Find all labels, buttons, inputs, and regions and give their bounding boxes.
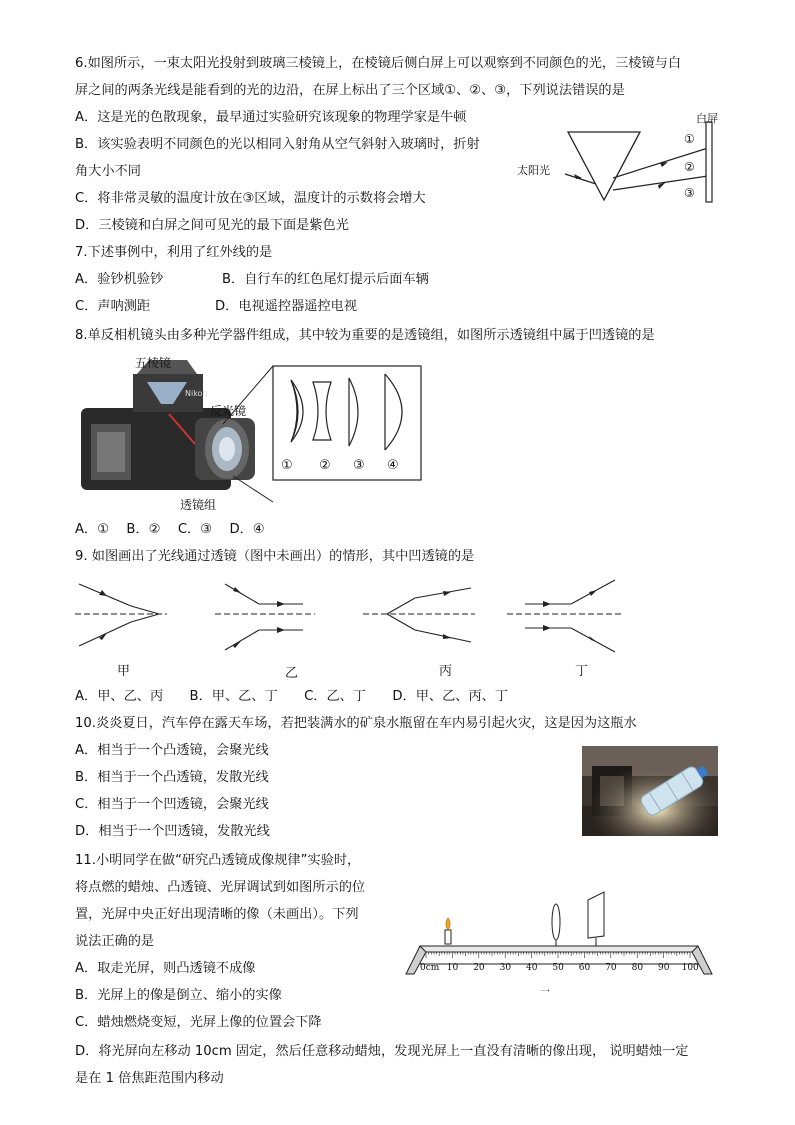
bench-tick-label: 80 (631, 963, 644, 973)
pentaprism-label: 五棱镜 (135, 356, 172, 370)
optical-bench-figure (398, 888, 720, 1000)
q7-option-b: B．自行车的红色尾灯提示后面车辆 (222, 272, 429, 287)
q7-option-c: C．声呐测距 (75, 299, 151, 314)
q6-option-b-line1: B．该实验表明不同颜色的光以相同入射角从空气斜射入玻璃时，折射 (75, 137, 480, 152)
q10-stem: 10.炎炎夏日，汽车停在露天车场，若把装满水的矿泉水瓶留在车内易引起火灾，这是因为这瓶水 (75, 716, 637, 731)
q11-option-d-line1: D．将光屏向左移动 10cm 固定，然后任意移动蜡烛，发现光屏上一直没有清晰的像出现， 说明蜡烛一定 (75, 1044, 689, 1059)
bench-tick-label: 100 (681, 963, 699, 973)
lens-2-label: ② (319, 458, 331, 473)
q9-options: A．甲、乙、丙 B．甲、乙、丁 C．乙、丁 D．甲、乙、丙、丁 (75, 689, 509, 704)
q7-stem: 7.下述事例中，利用了红外线的是 (75, 245, 273, 260)
bench-tick-label: 70 (605, 963, 617, 973)
q6-stem-line2: 屏之间的两条光线是能看到的光的边沿，在屏上标出了三个区域①、②、③，下列说法错误的是 (75, 83, 625, 98)
q11-option-b: B．光屏上的像是倒立、缩小的实像 (75, 988, 282, 1003)
q11-stem-line2: 将点燃的蜡烛、凸透镜、光屏调试到如图所示的位 (75, 880, 366, 895)
bench-tick-label: 90 (658, 963, 670, 973)
q6-option-d: D．三棱镜和白屏之间可见光的最下面是紫色光 (75, 218, 349, 233)
q6-stem-line1: 6.如图所示，一束太阳光投射到玻璃三棱镜上，在棱镜后侧白屏上可以观察到不同颜色的光，三棱镜与白 (75, 56, 682, 71)
q10-option-a: A．相当于一个凸透镜，会聚光线 (75, 743, 269, 758)
prism-dispersion-figure (510, 108, 730, 208)
q6-option-a: A．这是光的色散现象，最早通过实验研究该现象的物理学家是牛顿 (75, 110, 467, 125)
bench-tick-label: 50 (552, 963, 564, 973)
car-bottle-photo (582, 746, 718, 836)
q7-option-a: A．验钞机验钞 (75, 272, 164, 287)
bench-tick-label: 40 (526, 963, 538, 973)
q10-option-b: B．相当于一个凸透镜，发散光线 (75, 770, 269, 785)
diagram-b-label: 乙 (285, 666, 299, 681)
q11-option-c: C．蜡烛燃烧变短，光屏上像的位置会下降 (75, 1015, 322, 1030)
lens-1-label: ① (281, 458, 293, 473)
mirror-label: 反光镜 (210, 404, 247, 418)
screen-label: 白屏 (696, 112, 718, 125)
bench-tick-label: 30 (499, 963, 512, 973)
region-2-label: ② (684, 160, 695, 174)
camera-figure (77, 352, 427, 514)
diagram-d-label: 丁 (575, 664, 589, 679)
q8-stem: 8.单反相机镜头由多种光学器件组成，其中较为重要的是透镜组，如图所示透镜组中属于凹透镜的是 (75, 328, 655, 343)
q11-stem-line4: 说法正确的是 (75, 934, 155, 949)
q11-option-d-line2: 是在 1 倍焦距范围内移动 (75, 1071, 224, 1086)
q11-stem-line3: 置，光屏中央正好出现清晰的像（未画出）。下列 (75, 907, 359, 922)
svg-text:Nikon: Nikon (185, 389, 208, 398)
q10-option-d: D．相当于一个凹透镜，发散光线 (75, 824, 270, 839)
q9-stem: 9. 如图画出了光线通过透镜（图中未画出）的情形，其中凹透镜的是 (75, 549, 475, 564)
lens-4-label: ④ (387, 458, 399, 473)
diagram-c-label: 丙 (439, 664, 453, 679)
q11-option-a: A．取走光屏，则凸透镜不成像 (75, 961, 256, 976)
bench-tick-label: 0cm (420, 963, 440, 973)
lens-group-label: 透镜组 (180, 498, 217, 512)
q8-options: A．① B．② C．③ D．④ (75, 522, 265, 537)
q6-option-c: C．将非常灵敏的温度计放在③区域，温度计的示数将会增大 (75, 191, 426, 206)
region-1-label: ① (684, 132, 695, 146)
lens-rays-figure (75, 574, 635, 684)
diagram-a-label: 甲 (117, 664, 131, 679)
bench-tick-label: 20 (473, 963, 485, 973)
q6-option-b-line2: 角大小不同 (75, 164, 141, 179)
lens-3-label: ③ (353, 458, 365, 473)
region-3-label: ③ (684, 186, 695, 200)
q11-stem-line1: 11.小明同学在做“研究凸透镜成像规律”实验时， (75, 853, 361, 868)
bench-mark: 乛 (540, 990, 550, 1001)
bench-tick-label: 10 (446, 963, 459, 973)
q7-option-d: D．电视遥控器遥控电视 (215, 299, 358, 314)
bench-tick-label: 60 (578, 963, 591, 973)
sunlight-label: 太阳光 (517, 164, 550, 177)
q10-option-c: C．相当于一个凹透镜，会聚光线 (75, 797, 269, 812)
